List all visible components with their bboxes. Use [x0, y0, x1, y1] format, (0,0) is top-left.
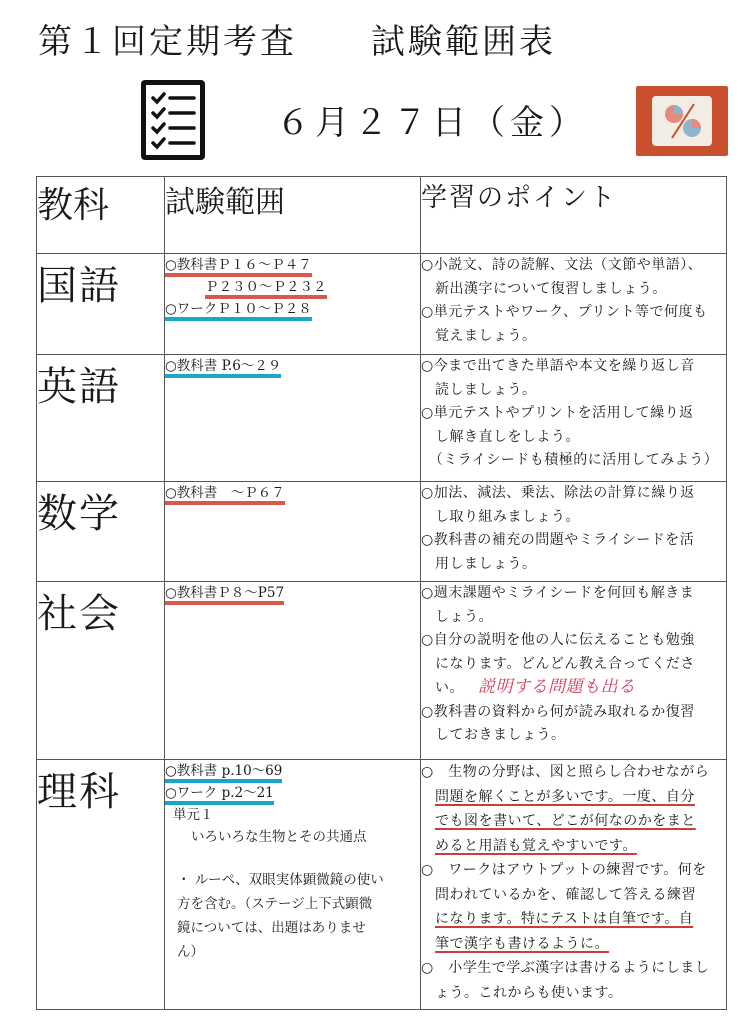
point-line: ょう。これからも使います。	[435, 984, 623, 1001]
range-cell	[165, 582, 421, 760]
range-line: 単元１	[173, 807, 214, 823]
points-cell	[421, 355, 727, 482]
column-header-range: 試験範囲	[165, 177, 421, 254]
table-row-math	[37, 482, 727, 582]
points-cell	[421, 254, 727, 355]
exam-range-table	[36, 176, 727, 1010]
point-line: 問題を解くことが多いです。一度、自分	[435, 788, 695, 805]
point-line: 覚えましょう。	[435, 327, 537, 344]
subject-cell: 理科	[37, 760, 165, 1010]
point-line: い。	[435, 680, 464, 696]
point-line: ○教科書の資料から何が読み取れるか復習	[421, 703, 695, 720]
table-row-science	[37, 760, 727, 1010]
point-line: 新出漢字について復習しましょう。	[435, 280, 667, 297]
range-cell	[165, 482, 421, 582]
point-line: 問われているかを、確認して答える練習	[435, 886, 696, 903]
range-line: ○教科書 P.6～２９	[165, 358, 281, 378]
point-line: 筆で漢字も書けるように。	[435, 935, 609, 952]
range-line: 鏡については、出題はありませ	[177, 920, 366, 936]
range-line: ○ワーク p.2～21	[165, 785, 274, 805]
range-cell	[165, 760, 421, 1010]
point-line: ○教科書の補充の問題やミライシードを活	[421, 532, 695, 548]
range-line: 方を含む。（ステージ上下式顕微	[177, 896, 373, 912]
subject-cell: 英語	[37, 355, 165, 482]
subject-cell: 数学	[37, 482, 165, 582]
point-line: ○単元テストやワーク、プリント等で何度も	[421, 304, 708, 320]
point-line: ○小説文、詩の読解、文法（文節や単語）、	[421, 257, 703, 273]
range-line: Ｐ２３０～Ｐ２３２	[205, 279, 327, 299]
exam-date: ６月２７日（金）	[276, 103, 588, 143]
point-line: ○週末課題やミライシードを何回も解きま	[421, 585, 695, 601]
point-line: 用しましょう。	[435, 555, 537, 572]
range-line: ○教科書 ～Ｐ６７	[165, 485, 285, 505]
range-cell	[165, 355, 421, 482]
points-cell	[421, 582, 727, 760]
point-line: でも図を書いて、どこが何なのかをまと	[435, 813, 696, 829]
point-line: ○ 生物の分野は、図と照らし合わせながら	[421, 764, 710, 780]
table-header-row	[37, 177, 727, 254]
point-line: しょう。	[435, 608, 493, 625]
points-cell	[421, 760, 727, 1010]
point-line: ○単元テストやプリントを活用して繰り返	[421, 405, 694, 421]
point-line: ○ 小学生で学ぶ漢字は書けるようにしまし	[421, 960, 710, 976]
range-line: ん）	[177, 944, 204, 960]
table-row-social	[37, 582, 727, 760]
range-line: ○教科書Ｐ１６～Ｐ４７	[165, 257, 312, 277]
range-cell	[165, 254, 421, 355]
point-line: ○今まで出てきた単語や本文を繰り返し音	[421, 358, 695, 374]
point-line: 読しましょう。	[435, 381, 537, 398]
subject-cell: 社会	[37, 582, 165, 760]
point-line: ○加法、減法、乗法、除法の計算に繰り返	[421, 485, 695, 501]
range-line: ○ワークＰ１０～Ｐ２８	[165, 301, 312, 321]
point-line: になります。特にテストは自筆です。自	[435, 911, 694, 927]
point-line: し取り組みましょう。	[435, 508, 580, 525]
point-line: し解き直しをしよう。	[435, 428, 580, 445]
range-line: いろいろな生物とその共通点	[191, 829, 367, 845]
subject-cell: 国語	[37, 254, 165, 355]
point-note: （ミライシードも積極的に活用してみよう）	[428, 452, 719, 468]
column-header-points: 学習のポイント	[421, 177, 727, 254]
checklist-icon	[141, 80, 205, 160]
handwritten-note: 説明する問題も出る	[478, 677, 636, 697]
point-line: になります。どんどん教え合ってくださ	[435, 655, 695, 672]
point-line: しておきましょう。	[435, 727, 566, 743]
range-line: ・ ルーペ、双眼実体顕微鏡の使い	[177, 872, 384, 888]
pie-chart-icon	[636, 86, 728, 156]
point-line: ○自分の説明を他の人に伝えることも勉強	[421, 632, 695, 648]
points-cell	[421, 482, 727, 582]
range-line: ○教科書 p.10～69	[165, 763, 282, 783]
column-header-subject: 教科	[37, 177, 165, 254]
page-title: 第１回定期考査 試験範囲表	[38, 22, 556, 62]
range-line: ○教科書Ｐ８～P57	[165, 585, 284, 605]
table-row-english	[37, 355, 727, 482]
point-line: ○ ワークはアウトプットの練習です。何を	[421, 862, 707, 878]
point-line: めると用語も覚えやすいです。	[435, 837, 637, 854]
table-row-japanese	[37, 254, 727, 355]
